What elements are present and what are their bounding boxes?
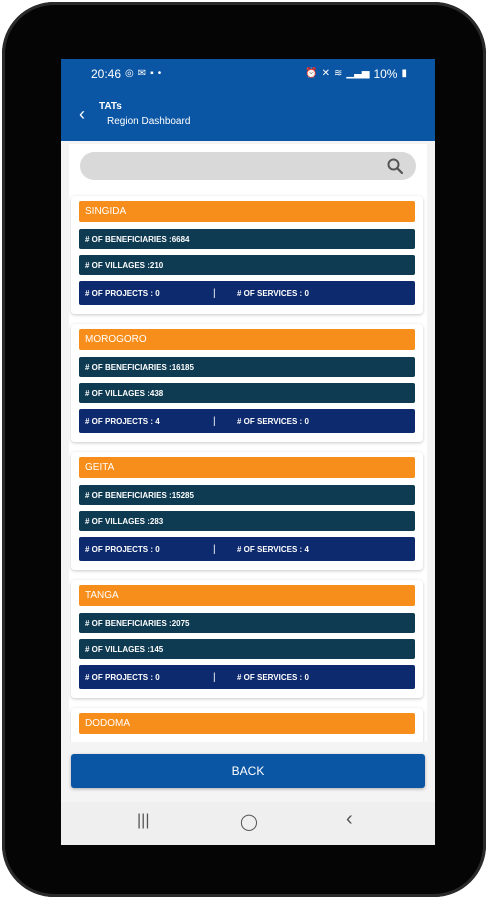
projects-cell [85,417,213,426]
services-label: # OF SERVICES : [237,672,305,682]
beneficiaries-label: # OF BENEFICIARIES : [85,234,172,244]
projects-value: 0 [155,288,160,298]
whatsapp-icon: ◎ [125,68,134,79]
region-name: DODOMA [79,713,415,734]
services-label: # OF SERVICES : [237,288,305,298]
nav-back-icon[interactable]: ‹ [346,808,353,830]
status-left [91,67,161,81]
divider: | [213,543,216,555]
divider: | [213,287,216,299]
beneficiaries-value: 6684 [171,234,190,244]
services-value: 0 [304,672,309,682]
back-arrow-icon[interactable]: ‹ [79,104,85,124]
villages-row [79,639,415,659]
beneficiaries-label: # OF BENEFICIARIES : [85,490,172,500]
search-bar[interactable] [80,152,416,180]
region-card[interactable] [71,324,423,442]
beneficiaries-row [79,485,415,505]
projects-value: 0 [155,672,160,682]
region-card[interactable] [71,580,423,698]
region-name: SINGIDA [79,201,415,222]
villages-row [79,255,415,275]
beneficiaries-row [79,229,415,249]
mail-icon: ✉ [137,68,147,79]
villages-row [79,383,415,403]
beneficiaries-label: # OF BENEFICIARIES : [85,362,172,372]
search-input[interactable] [92,156,376,178]
region-name: GEITA [79,457,415,478]
region-card[interactable] [71,452,423,570]
projects-services-row [79,537,415,561]
region-name: TANGA [79,585,415,606]
villages-label: # OF VILLAGES : [85,260,150,270]
villages-value: 283 [149,516,164,526]
device-frame [2,2,486,897]
projects-label: # OF PROJECTS : [85,672,156,682]
villages-label: # OF VILLAGES : [85,644,150,654]
villages-value: 438 [149,388,164,398]
app-subtitle: Region Dashboard [107,116,191,127]
screen [61,59,435,845]
beneficiaries-row [79,613,415,633]
villages-value: 145 [149,644,164,654]
recents-icon[interactable]: ||| [137,812,150,829]
projects-services-row [79,281,415,305]
projects-cell [85,289,213,298]
back-button[interactable]: BACK [71,754,425,788]
services-value: 4 [304,544,309,554]
status-time: 20:46 [91,67,122,81]
projects-services-row [79,665,415,689]
battery-icon: ▮ [401,68,407,79]
services-value: 0 [304,288,309,298]
region-card[interactable] [71,708,423,742]
services-cell [237,417,309,426]
projects-value: 0 [155,544,160,554]
projects-cell [85,545,213,554]
system-nav-bar [61,802,435,845]
main-content [69,144,427,742]
services-cell [237,545,309,554]
region-card[interactable] [71,196,423,314]
dot-icon: • [157,68,162,79]
mute-icon: ✕ [321,68,330,79]
projects-label: # OF PROJECTS : [85,416,156,426]
wifi-icon: ≋ [333,68,343,79]
services-cell [237,289,309,298]
projects-label: # OF PROJECTS : [85,288,156,298]
projects-cell [85,673,213,682]
services-label: # OF SERVICES : [237,416,305,426]
villages-value: 210 [149,260,164,270]
divider: | [213,671,216,683]
beneficiaries-row [79,357,415,377]
beneficiaries-value: 16185 [171,362,194,372]
services-cell [237,673,309,682]
app-title: TATs [99,101,122,112]
message-icon: ▪ [150,68,154,79]
status-right [305,67,407,81]
projects-services-row [79,409,415,433]
region-list [71,196,425,742]
app-bar [61,89,435,141]
projects-label: # OF PROJECTS : [85,544,156,554]
projects-value: 4 [155,416,160,426]
home-icon[interactable]: ◯ [240,814,258,831]
battery-percent: 10% [373,67,398,81]
villages-row [79,511,415,531]
region-name: MOROGORO [79,329,415,350]
divider: | [213,415,216,427]
search-icon[interactable] [386,157,404,175]
status-bar [61,59,435,89]
villages-label: # OF VILLAGES : [85,388,150,398]
services-value: 0 [304,416,309,426]
beneficiaries-label: # OF BENEFICIARIES : [85,618,172,628]
signal-icon: ▁▃▅ [346,68,370,79]
alarm-icon: ⏰ [305,68,318,79]
villages-label: # OF VILLAGES : [85,516,150,526]
services-label: # OF SERVICES : [237,544,305,554]
beneficiaries-value: 15285 [171,490,194,500]
beneficiaries-value: 2075 [171,618,190,628]
